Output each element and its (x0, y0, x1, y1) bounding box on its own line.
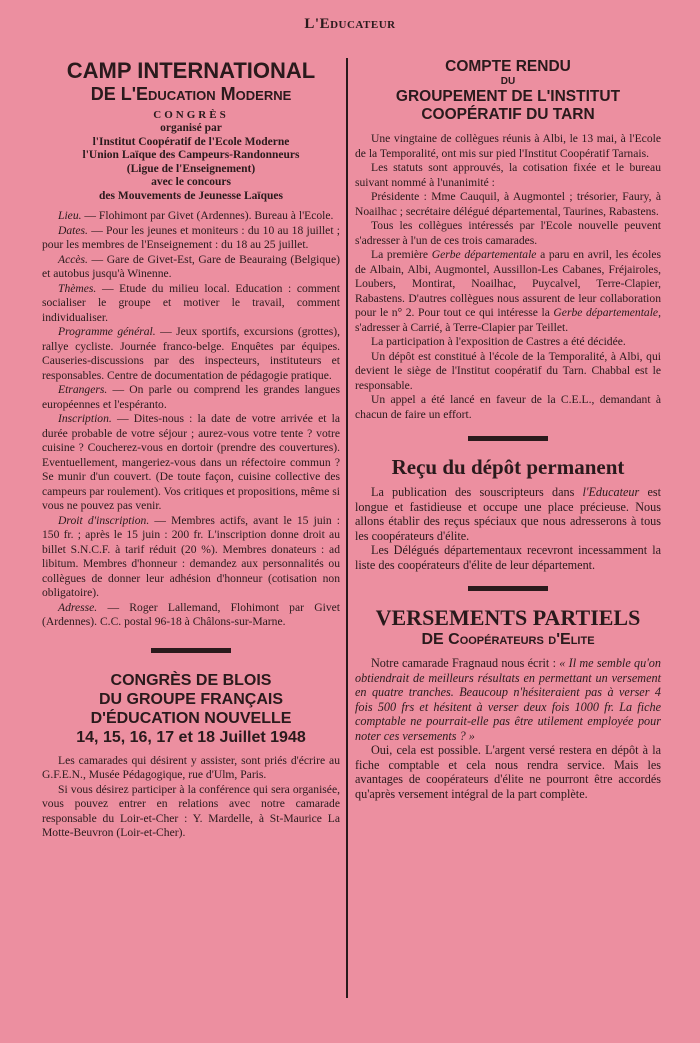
column-divider (346, 58, 348, 998)
camp-organise: organisé par (160, 122, 222, 134)
camp-item: Dates. — Pour les jeunes et moniteurs : du 10 au 18 juillet ; pour les membres de l'Enseignement : du 18 au 25 juillet. (42, 223, 340, 251)
recu-paragraph-1: La publication des souscripteurs dans l'Educateur est longue et fastidieuse et occupe une place précieuse. Nous allons établir des reçus spéciaux que nous adresserons à tous les coopérateurs d'élite. (355, 485, 661, 543)
camp-org-2: l'Union Laïque des Campeurs-Randonneurs (82, 149, 300, 161)
versements-title-line-1: VERSEMENTS PARTIELS (375, 605, 641, 630)
tarn-title-line-2: DU (500, 76, 516, 87)
versements-paragraph-1: Notre camarade Fragnaud nous écrit : « Il me semble qu'on obtiendrait de meilleurs résultats en permettant un versement en quatre tranches. Beaucoup n'hésiteraient pas à verser 4 fois 500 frs et hésitent à verser deux fois 1000 fr. La fiche comptable ne pourrait-elle pas être utilement employée pour noter ces versements ? » (355, 656, 661, 743)
blois-title-line-2: DU GROUPE FRANÇAIS (98, 690, 283, 708)
versements-title-line-2: DE Coopérateurs d'Elite (421, 631, 595, 648)
camp-items (42, 209, 340, 630)
camp-congres: CONGRÈS (153, 109, 229, 121)
tarn-paragraph-8: Un appel a été lancé en faveur de la C.E.L., demandant à chacun de faire un effort. (355, 393, 661, 421)
camp-title-line-2: DE L'Education Moderne (90, 84, 292, 104)
tarn-paragraph-7: Un dépôt est constitué à l'école de la Temporalité, à Albi, qui devient le siège de l'Institut coopératif du Tarn. Chabbal est le responsable. (355, 349, 661, 392)
camp-item: Programme général. — Jeux sportifs, excursions (grottes), rallye cycliste. Journée franco-belge. Enquêtes par équipes. Causeries-discussions par des inspecteurs, instituteurs et responsables. Centre de documentation de pédagogie pratique. (42, 325, 341, 382)
tarn-title-line-4: COOPÉRATIF DU TARN (421, 106, 595, 123)
tarn-title-line-1: COMPTE RENDU (445, 58, 571, 75)
tarn-paragraph-6: La participation à l'exposition de Castres a été décidée. (371, 335, 626, 348)
versements-paragraph-2: Oui, cela est possible. L'argent versé restera en dépôt à la fiche comptable et cela nous rendra service. Mais les avantages de coopérateurs d'élite ne pourront être accordés qu'après versement intégral de la part complète. (355, 743, 661, 801)
camp-item: Lieu. — Flohimont par Givet (Ardennes). Bureau à l'Ecole. (58, 209, 334, 222)
recu-depot-article (355, 455, 661, 572)
section-divider (468, 436, 548, 441)
blois-title-line-3: D'ÉDUCATION NOUVELLE (90, 709, 292, 727)
tarn-article (355, 58, 661, 422)
camp-avec: avec le concours (151, 176, 231, 188)
recu-title: Reçu du dépôt permanent (391, 455, 625, 479)
camp-item: Droit d'inscription. — Membres actifs, avant le 15 juin : 150 fr. ; après le 15 juin : 200 fr. L'inscription donne droit au billet S.N.C.F. à tarif réduit (20 %). Membres donateurs : ad libitum. Membres d'honneur : demandez aux personnalités ou collègues de donner leur adhésion d'honneur (cotisation non obligatoire). (42, 513, 340, 599)
left-column (42, 58, 340, 841)
camp-title-line-1: CAMP INTERNATIONAL (66, 58, 316, 83)
blois-paragraph-2: Si vous désirez participer à la conférence qui sera organisée, vous pouvez entrer en relations avec notre camarade responsable du Loir-et-Cher : Y. Mardelle, à St-Maurice La Motte-Beuvron (Loir-et-Cher). (42, 782, 340, 839)
page-header (0, 16, 700, 33)
camp-org-1: l'Institut Coopératif de l'Ecole Moderne (92, 135, 290, 148)
versements-article (355, 605, 661, 801)
tarn-paragraph-1: Une vingtaine de collègues réunis à Albi, le 13 mai, à l'Ecole de la Temporalité, ont mis sur pied l'Institut Coopératif Tarnais. (355, 132, 661, 160)
section-divider (151, 648, 231, 653)
blois-paragraph-1: Les camarades qui désirent y assister, sont priés d'écrire au G.F.E.N., Musée Pédagogique, rue d'Ulm, Paris. (42, 753, 340, 781)
blois-title-line-1: CONGRÈS DE BLOIS (110, 671, 272, 689)
camp-item: Adresse. — Roger Lallemand, Flohimont par Givet (Ardennes). C.C. postal 96-18 à Châlons-sur-Marne. (42, 600, 340, 628)
tarn-title-line-3: GROUPEMENT DE L'INSTITUT (395, 88, 621, 105)
right-column (355, 58, 661, 801)
camp-org-4: des Mouvements de Jeunesse Laïques (98, 189, 283, 202)
journal-title: L'Educateur (304, 16, 396, 32)
camp-international-article (42, 58, 340, 630)
blois-dates: 14, 15, 16, 17 et 18 Juillet 1948 (76, 728, 306, 746)
congres-blois-article (42, 671, 340, 841)
tarn-paragraph-2: Les statuts sont approuvés, la cotisation fixée et le bureau suivant nommé à l'unanimité : (355, 161, 661, 189)
tarn-paragraph-3: Présidente : Mme Cauquil, à Augmontel ; trésorier, Faury, à Noailhac ; secrétaire délégué départemental, Taurines, Rabastens. (355, 190, 661, 218)
camp-item: Thèmes. — Etude du milieu local. Education : comment socialiser le groupe et motiver le travail, comment individualiser. (42, 281, 340, 324)
tarn-paragraph-4: Tous les collègues intéressés par l'Ecole nouvelle peuvent s'adresser à l'un de ces trois camarades. (355, 219, 661, 247)
camp-item: Etrangers. — On parle ou comprend les grandes langues européennes et l'espéranto. (42, 383, 340, 411)
camp-org-3: (Ligue de l'Enseignement) (126, 162, 256, 175)
recu-paragraph-2: Les Délégués départementaux recevront incessamment la liste des coopérateurs d'élite de leur département. (355, 543, 661, 572)
camp-item: Inscription. — Dites-nous : la date de votre arrivée et la durée probable de votre séjour ; aurez-vous votre tente ? votre cuisine ? Coucherez-vous en dortoir (prendre des couvertures). Eventuellement, mangeriez-vous dans un réfectoire commun ? Se munir d'un couvert. (De toute façon, cuisine collective des campeurs par roulement). Vos critiques et propositions, même si vous ne pouvez pas venir. (42, 412, 340, 512)
tarn-paragraph-5: La première Gerbe départementale a paru en avril, les écoles de Albain, Albi, Augmontel, Aussillon-Les Cabanes, Fréjairoles, Loubers, Montirat, Noailhac, Puycalvel, Terre-Clapier, Rabastens. D'autres collègues nous assurent de leur collaboration pour le n° 2. Pour tout ce qui intéresse la Gerbe départementale, s'adresser à Carrié, à Terre-Clapier par Teillet. (355, 248, 661, 334)
section-divider (468, 586, 548, 591)
camp-item: Accès. — Gare de Givet-Est, Gare de Beauraing (Belgique) et autobus jusqu'à Winenne. (42, 252, 340, 280)
